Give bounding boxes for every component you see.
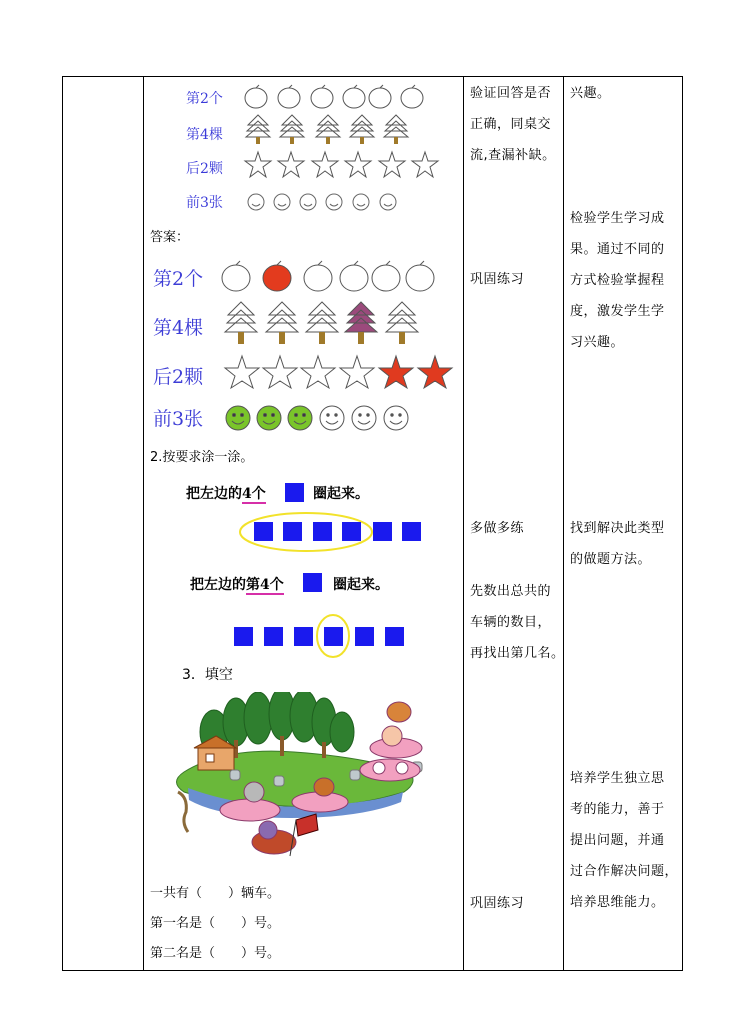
star-icon (278, 152, 304, 177)
star-icon (418, 356, 452, 388)
row-label: 第4棵 (186, 127, 223, 143)
blue-square-icon (264, 627, 283, 646)
exercise2-heading: 2.按要求涂一涂。 (150, 450, 254, 465)
star-icon (379, 152, 405, 177)
blue-square-icon (283, 522, 302, 541)
smiley-icon (288, 406, 312, 430)
table-col-border-4 (682, 76, 683, 971)
mid-practice-label: 多做多练 (470, 521, 525, 536)
blue-square-icon (303, 573, 322, 592)
right-text-line: 培养思维能力。 (570, 895, 665, 910)
smiley-icon (380, 194, 396, 210)
mid-consolidate-label: 巩固练习 (470, 272, 525, 287)
right-text-line: 的做题方法。 (570, 552, 652, 567)
exercise3-q1: 一共有（ ）辆车。 (150, 886, 281, 901)
apple-icon (278, 85, 300, 108)
blue-square-icon (342, 522, 361, 541)
row-label: 后2颗 (186, 161, 223, 177)
exercise2-circle-2 (313, 612, 353, 660)
exercise1-question-icons (240, 82, 440, 212)
answer-row-label: 第4棵 (153, 317, 204, 339)
star-icon (263, 356, 297, 388)
star-icon (301, 356, 335, 388)
right-text-line: 度，激发学生学 (570, 304, 665, 319)
table-col-border-3 (563, 76, 564, 971)
exercise2-instruction-1 (186, 483, 266, 503)
blue-square-icon (254, 522, 273, 541)
answer-row-label: 前3张 (153, 408, 204, 430)
blue-square-icon (373, 522, 392, 541)
smiley-icon (226, 406, 250, 430)
instruction-number: 4个 (242, 486, 266, 502)
right-text-line: 方式检验掌握程 (570, 273, 665, 288)
exercise3-q2: 第一名是（ ）号。 (150, 916, 281, 931)
blue-square-icon (294, 627, 313, 646)
apple-icon (263, 261, 291, 291)
highlight-ellipse (317, 615, 349, 657)
tree-icon (345, 302, 377, 344)
blue-square-icon (313, 522, 332, 541)
apple-icon (304, 261, 332, 291)
blue-square-icon (234, 627, 253, 646)
instruction-number: 第4个 (246, 577, 284, 593)
table-top-border (62, 76, 683, 77)
smiley-icon (352, 406, 376, 430)
star-icon (379, 356, 413, 388)
right-text-line: 果。通过不同的 (570, 242, 665, 257)
exercise2-instruction-2 (190, 574, 284, 594)
apple-icon (406, 261, 434, 291)
mid-consolidate-label: 巩固练习 (470, 896, 525, 911)
smiley-icon (248, 194, 264, 210)
smiley-icon (274, 194, 290, 210)
right-text-line: 过合作解决问题， (570, 864, 679, 879)
tree-icon (266, 302, 298, 344)
answer-row-label: 后2颗 (153, 366, 204, 388)
exercise1-answer-icons (220, 258, 460, 436)
mid-hint-line: 车辆的数目， (470, 615, 552, 630)
answer-heading: 答案： (150, 230, 190, 245)
right-text-line: 找到解决此类型 (570, 521, 665, 536)
star-icon (312, 152, 338, 177)
mid-hint-line: 再找出第几名。 (470, 646, 565, 661)
right-text-line: 提出问题，并通 (570, 833, 665, 848)
smiley-icon (353, 194, 369, 210)
right-text-line: 兴趣。 (570, 86, 611, 101)
tree-icon (384, 115, 408, 144)
right-text-line: 培养学生独立思 (570, 771, 665, 786)
answer-row-label: 第2个 (153, 268, 204, 290)
mid-text-line: 验证回答是否 (470, 86, 552, 101)
tree-icon (280, 115, 304, 144)
race-illustration (164, 692, 436, 862)
mid-text-line: 正确，同桌交 (470, 117, 552, 132)
star-icon (412, 152, 438, 177)
table-col-border-2 (463, 76, 464, 971)
smiley-icon (257, 406, 281, 430)
apple-icon (340, 261, 368, 291)
instruction-text: 把左边的 (186, 486, 242, 502)
apple-icon (369, 85, 391, 108)
right-text-line: 考的能力，善于 (570, 802, 665, 817)
smiley-icon (326, 194, 342, 210)
tree-icon (316, 115, 340, 144)
instruction-text: 圈起来。 (333, 577, 389, 593)
blue-square-icon (285, 483, 304, 502)
right-text-line: 检验学生学习成 (570, 211, 665, 226)
blue-square-icon (402, 522, 421, 541)
mid-text-line: 流,查漏补缺。 (470, 148, 556, 163)
apple-icon (372, 261, 400, 291)
star-icon (345, 152, 371, 177)
smiley-icon (300, 194, 316, 210)
table-col-border-1 (143, 76, 144, 971)
tree-icon (225, 302, 257, 344)
exercise3-q3: 第二名是（ ）号。 (150, 946, 281, 961)
blue-square-icon (385, 627, 404, 646)
star-icon (340, 356, 374, 388)
table-col-border-0 (62, 76, 63, 971)
tree-icon (246, 115, 270, 144)
apple-icon (343, 85, 365, 108)
star-icon (245, 152, 271, 177)
smiley-icon (384, 406, 408, 430)
mid-hint-line: 先数出总共的 (470, 584, 552, 599)
smiley-icon (320, 406, 344, 430)
tree-icon (350, 115, 374, 144)
instruction-text: 圈起来。 (313, 486, 369, 502)
apple-icon (311, 85, 333, 108)
instruction-text: 把左边的 (190, 577, 246, 593)
exercise3-heading: 3．填空 (182, 667, 233, 683)
apple-icon (401, 85, 423, 108)
row-label: 第2个 (186, 91, 223, 107)
table-bottom-border (62, 970, 683, 971)
star-icon (225, 356, 259, 388)
apple-icon (222, 261, 250, 291)
blue-square-icon (355, 627, 374, 646)
row-label: 前3张 (186, 195, 223, 211)
tree-icon (306, 302, 338, 344)
apple-icon (245, 85, 267, 108)
tree-icon (386, 302, 418, 344)
right-text-line: 习兴趣。 (570, 335, 625, 350)
